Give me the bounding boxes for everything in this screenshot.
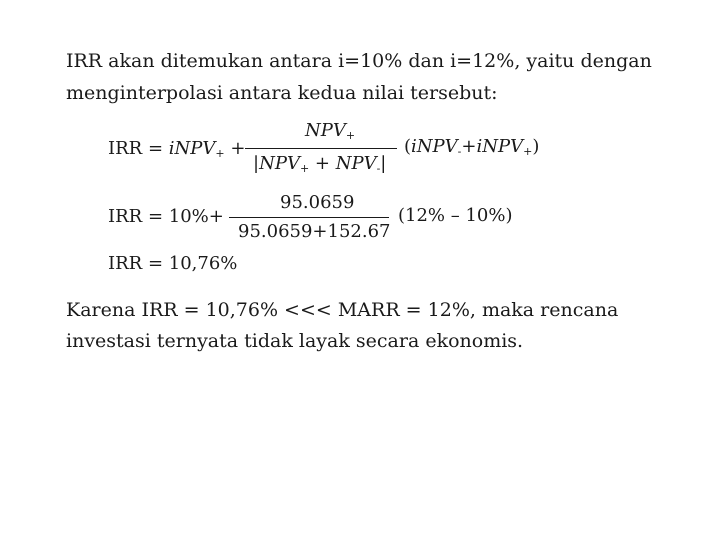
- formula-paren-open: (: [404, 136, 412, 157]
- formula-term1: iNPV: [168, 138, 216, 159]
- substitution-numerator: 95.0659: [280, 192, 355, 213]
- substitution-factor: (12% – 10%): [398, 205, 513, 226]
- formula-plus: +: [224, 138, 246, 159]
- formula-lhs: [108, 138, 245, 160]
- substitution-lhs: IRR = 10%+: [108, 206, 224, 227]
- formula-den-a: NPV: [259, 153, 300, 174]
- intro-line-1: IRR akan ditemukan antara i=10% dan i=12%, yaitu dengan: [66, 50, 652, 72]
- conclusion-line-2: investasi ternyata tidak layak secara ekonomis.: [66, 330, 524, 352]
- formula-paren-plus: +: [461, 136, 477, 157]
- irr-result: IRR = 10,76%: [108, 253, 238, 274]
- formula-num-text: NPV: [305, 120, 346, 141]
- formula-paren-a-sub: -: [457, 145, 462, 158]
- formula-paren-a: iNPV: [411, 136, 458, 157]
- formula-den-plus: +: [309, 153, 336, 174]
- formula-den-b-sub: -: [376, 162, 381, 175]
- formula-numerator: [305, 120, 355, 142]
- conclusion-line-1: Karena IRR = 10,76% <<< MARR = 12%, maka rencana: [66, 299, 619, 321]
- formula-num-sub: +: [345, 129, 356, 142]
- formula-den-bar-left: |: [253, 153, 260, 174]
- formula-den-bar-right: |: [380, 153, 387, 174]
- intro-line-2: menginterpolasi antara kedua nilai tersebut:: [66, 82, 498, 104]
- substitution-denominator: 95.0659+152.67: [238, 221, 391, 242]
- formula-term1-sub: +: [215, 147, 225, 160]
- formula-denominator: [253, 153, 386, 175]
- formula-paren-group: [404, 136, 539, 158]
- formula-lhs-label: IRR =: [108, 138, 169, 159]
- formula-fraction-line: [245, 148, 397, 149]
- formula-den-a-sub: +: [299, 162, 310, 175]
- formula-den-b: NPV: [335, 153, 377, 174]
- formula-paren-b: iNPV: [476, 136, 524, 157]
- formula-paren-b-sub: +: [523, 145, 533, 158]
- formula-paren-close: ): [532, 136, 540, 157]
- substitution-fraction-line: [229, 217, 389, 218]
